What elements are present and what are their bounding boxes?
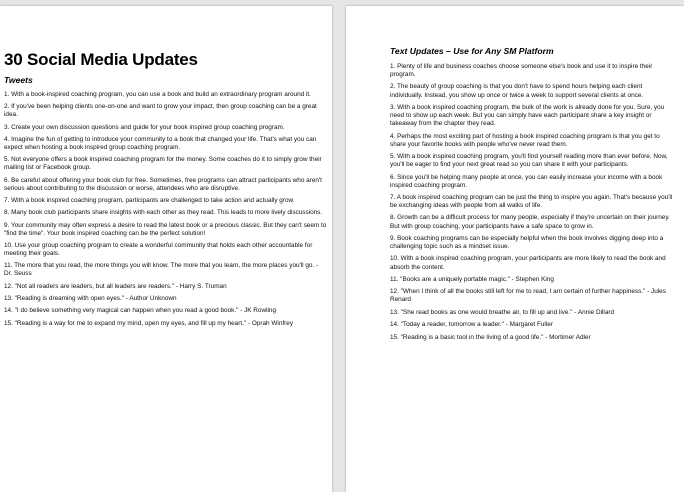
tweet-item: 12. "Not all readers are leaders, but all leaders are readers." - Harry S. Truman [4,282,227,290]
text-update-item: 11. "Books are a uniquely portable magic." - Stephen King [390,275,554,283]
tweet-item: 15. "Reading is a way for me to expand my mind, open my eyes, and fill up my heart." - Oprah Winfrey [4,319,294,327]
text-update-item: 3. With a book inspired coaching program, the bulk of the work is already done for you. Sure, you need to show up each week. But you can simply have each participant share a key insight or takeaway from the chapter they read. [390,103,665,128]
text-update-item: 14. "Today a reader, tomorrow a leader." - Margaret Fuller [390,321,553,329]
tweet-item: 14. "I do believe something very magical can happen when you read a good book." - JK Rowling [4,307,277,315]
tweet-item: 9. Your community may often express a desire to read the latest book or a precious classic. But they can't seem to "find the time". Your book inspired coaching can be the perfect solution! [4,221,327,237]
tweet-item: 1. With a book-inspired coaching program, you can use a book and build an extraordinary program around it. [4,91,311,98]
text-update-item: 5. With a book inspired coaching program, you'll find yourself reading more than ever before. Now, you'll be eager to find your next great read so you can share it with your participants. [390,153,668,169]
text-update-item: 2. The beauty of group coaching is that you don't have to spend hours helping each client individually. Instead, you show up once or twice a week to support several clients at once. [390,83,644,99]
text-update-item: 9. Book coaching programs can be especially helpful when the book involves digging deep into a challenging topic such as a mindset issue. [390,234,664,251]
text-update-list [390,63,676,342]
text-update-item: 8. Growth can be a difficult process for many people, especially if they're uncertain on their journey. But with group coaching, your participants have a safe space to grow in. [390,214,670,230]
tweet-item: 3. Create your own discussion questions and guide for your book inspired group coaching program. [4,123,285,131]
page-content [4,50,328,332]
tweet-item: 2. If you've been helping clients one-on-one and want to grow your impact, then group coaching can be a great idea. [4,103,317,119]
text-update-item: 7. A book inspired coaching program can be just the thing to inspire you again. That's because you'll be exchanging ideas with people from all walks of life. [390,194,673,210]
text-update-item: 6. Since you'll be helping many people at once, you can easily increase your income with a book inspired coaching program. [390,173,663,189]
document-page-right [346,6,684,492]
text-update-item: 13. "She read books as one would breathe air, to fill up and live." - Annie Dillard [390,308,615,316]
text-update-item: 4. Perhaps the most exciting part of hosting a book inspired coaching program is that you get to share your favorite books with people who've never read them. [390,132,660,148]
tweet-item: 6. Be careful about offering your book club for free. Sometimes, free programs can attract participants who aren't serious about contributing to the discussion or worse, attendees who are disruptive. [4,176,322,192]
tweet-item: 5. Not everyone offers a book inspired coaching program for the money. Some coaches do it to simply grow their mailing list or Facebook group. [4,156,322,172]
text-update-item: 10. With a book inspired coaching program, your participants are more likely to read the book and absorb the content. [390,255,666,271]
text-update-item: 15. "Reading is a basic tool in the living of a good life." - Mortimer Adler [390,333,591,341]
tweet-item: 7. With a book inspired coaching program, participants are challenged to take action and actually grow. [4,197,295,205]
tweet-item: 4. Imagine the fun of getting to introduce your community to a book that changed your life. That's what you can expect when hosting a book inspired group coaching program. [4,135,317,152]
document-title: 30 Social Media Updates [4,50,198,69]
document-page-left [0,6,332,492]
tweet-list [4,91,328,328]
tweet-item: 10. Use your group coaching program to create a wonderful community that holds each other accountable for meeting their goals. [4,242,313,258]
page-content [390,46,676,346]
section-heading-text-updates: Text Updates – Use for Any SM Platform [390,46,554,56]
tweet-item: 13. "Reading is dreaming with open eyes." - Author Unknown [4,295,177,303]
text-update-item: 12. "When I think of all the books still left for me to read, I am certain of further happiness." - Jules Renard [390,288,666,304]
tweet-item: 11. The more that you read, the more things you will know. The more that you learn, the more places you'll go. - Dr. Seuss [4,262,319,278]
tweet-item: 8. Many book club participants share insights with each other as they read. This leads to more lively discussions. [4,209,323,217]
section-heading-tweets: Tweets [4,75,33,85]
text-update-item: 1. Plenty of life and business coaches choose someone else's book and use it to inspire their program. [390,63,653,79]
